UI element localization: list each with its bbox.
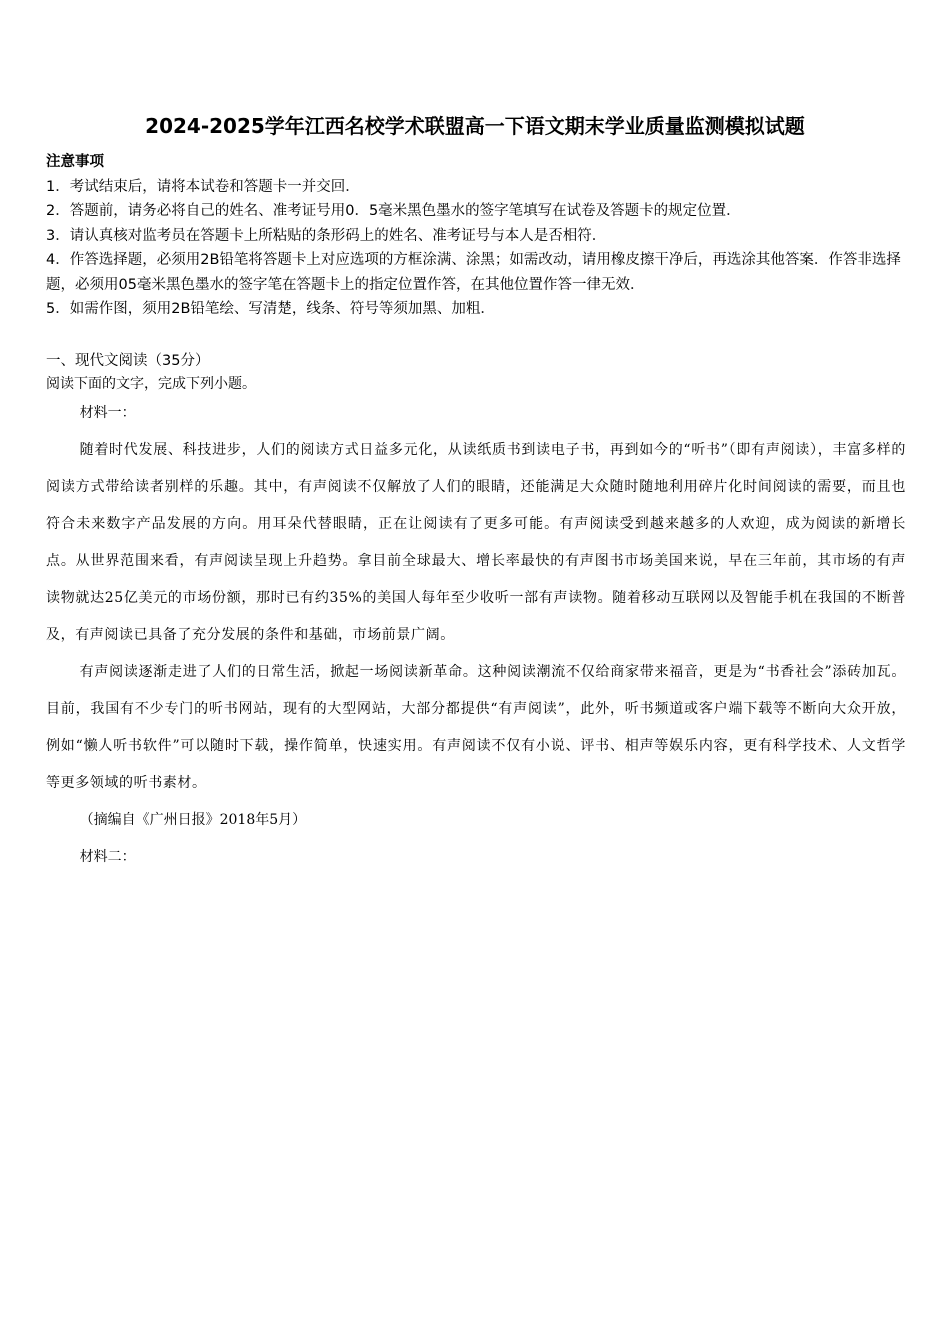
notice-item-3: 3．请认真核对监考员在答题卡上所粘贴的条形码上的姓名、准考证号与本人是否相符． [46,227,607,244]
notice-item-2: 2．答题前，请务必将自己的姓名、准考证号用0．5毫米黑色墨水的签字笔填写在试卷及答题卡的规定位置． [46,203,741,219]
notice-block [46,150,906,322]
material-2-label: 材料二： [79,849,136,865]
material-1-paragraph-2: 有声阅读逐渐走进了人们的日常生活，掀起一场阅读新革命。这种阅读潮流不仅给商家带来福音，更是为“书香社会”添砖加瓦。目前，我国有不少专门的听书网站，现有的大型网站，大部分都提供“有声阅读”，此外，听书频道或客户端下载等不断向大众开放，例如“懒人听书软件”可以随时下载，操作简单，快速实用。有声阅读不仅有小说、评书、相声等娱乐内容，更有科学技术、人文哲学等更多领域的听书素材。 [46,664,906,791]
material-1-source: （摘编自《广州日报》2018年5月） [79,812,307,828]
section-instruction: 阅读下面的文字，完成下列小题。 [46,376,256,392]
notice-item-5: 5．如需作图，须用2B铅笔绘、写清楚，线条、符号等须加黑、加粗． [46,301,495,317]
material-1-paragraph-1: 随着时代发展、科技进步，人们的阅读方式日益多元化，从读纸质书到读电子书，再到如今的“听书”（即有声阅读），丰富多样的阅读方式带给读者别样的乐趣。其中，有声阅读不仅解放了人们的眼睛，还能满足大众随时随地利用碎片化时间阅读的需要，而且也符合未来数字产品发展的方向。用耳朵代替眼睛，正在让阅读有了更多可能。有声阅读受到越来越多的人欢迎，成为阅读的新增长点。从世界范围来看，有声阅读呈现上升趋势。拿目前全球最大、增长率最快的有声图书市场美国来说，早在三年前，其市场的有声读物就达25亿美元的市场份额，那时已有约35%的美国人每年至少收听一部有声读物。随着移动互联网以及智能手机在我国的不断普及，有声阅读已具备了充分发展的条件和基础，市场前景广阔。 [46,442,906,643]
page-title: 2024-2025学年江西名校学术联盟高一下语文期末学业质量监测模拟试题 [145,114,805,138]
section-heading: 一、现代文阅读（35分） [46,353,210,369]
notice-heading: 注意事项 [46,154,104,170]
material-1-label: 材料一： [79,405,136,421]
notice-item-4: 4．作答选择题，必须用2B铅笔将答题卡上对应选项的方框涂满、涂黑；如需改动，请用橡皮擦干净后，再选涂其他答案．作答非选择题，必须用05毫米黑色墨水的签字笔在答题卡上的指定位置作答，在其他位置作答一律无效． [46,252,901,293]
section-reading [46,349,906,876]
notice-item-1: 1．考试结束后，请将本试卷和答题卡一并交回． [46,178,360,195]
